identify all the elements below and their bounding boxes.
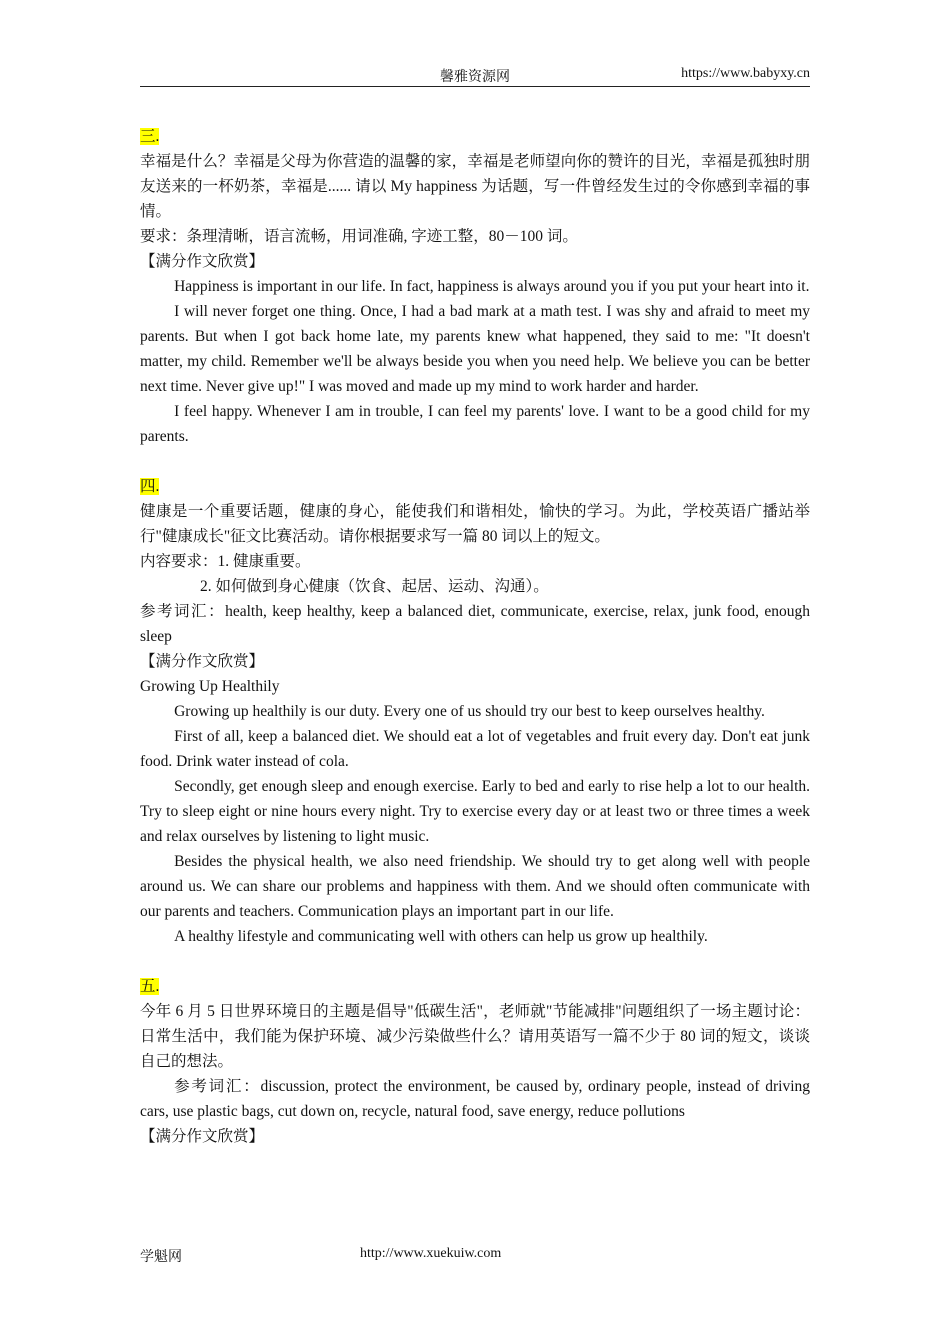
section-label: 五.: [140, 978, 160, 995]
section-prompt: 幸福是什么？幸福是父母为你营造的温馨的家，幸福是老师望向你的赞许的目光，幸福是孤独时朋友送来的一杯奶茶，幸福是...... 请以 My happiness 为话题，写一件曾经发生过的令你感到幸福的事情。: [140, 153, 810, 220]
header-site-name: 馨雅资源网: [440, 70, 510, 85]
essay-paragraph: A healthy lifestyle and communicating well with others can help us grow up healthily.: [174, 928, 708, 945]
section-requirement: 要求：条理清晰，语言流畅，用词准确, 字迹工整，80－100 词。: [140, 228, 578, 245]
essay-heading: 【满分作文欣赏】: [140, 253, 265, 270]
essay-paragraph: Growing up healthily is our duty. Every one of us should try our best to keep ourselves healthy.: [174, 703, 765, 720]
essay-paragraph: Besides the physical health, we also need friendship. We should try to get along well with people around us. We can share our problems and happiness with them. And we should often communicate with our parents and teachers. Communication plays an important part in our life.: [140, 853, 810, 920]
section-label: 三.: [140, 128, 160, 145]
section-vocab: 参考词汇：health, keep healthy, keep a balanced diet, communicate, exercise, relax, junk food, enough sleep: [140, 603, 810, 645]
section-requirement: 2. 如何做到身心健康（饮食、起居、运动、沟通）。: [200, 578, 549, 595]
essay-paragraph: I will never forget one thing. Once, I had a bad mark at a math test. I was shy and afraid to meet my parents. But when I got back home late, my parents knew what happened, they said to me: "It doesn't matter, my child. Remember we'll be always beside you when you need help. We believe you can be better next time. Never give up!" I was moved and made up my mind to work harder and harder.: [140, 303, 810, 395]
section-label: 四.: [140, 478, 160, 495]
essay-paragraph: I feel happy. Whenever I am in trouble, I can feel my parents' love. I want to be a good child for my parents.: [140, 403, 810, 445]
page-header: [140, 66, 810, 87]
essay-title: Growing Up Healthily: [140, 678, 280, 695]
essay-heading: 【满分作文欣赏】: [140, 653, 265, 670]
essay-paragraph: First of all, keep a balanced diet. We should eat a lot of vegetables and fruit every day. Don't eat junk food. Drink water instead of cola.: [140, 728, 810, 770]
section-requirement: 内容要求：1. 健康重要。: [140, 553, 311, 570]
section-prompt: 今年 6 月 5 日世界环境日的主题是倡导"低碳生活"，老师就"节能减排"问题组织了一场主题讨论：日常生活中，我们能为保护环境、减少污染做些什么？请用英语写一篇不少于 80 词的短文，谈谈自己的想法。: [140, 1003, 810, 1070]
footer-url[interactable]: http://www.xuekuiw.com: [360, 1246, 502, 1261]
footer-site-name: 学魁网: [140, 1250, 182, 1265]
section-vocab: 参考词汇：discussion, protect the environment, be caused by, ordinary people, instead of driving cars, use plastic bags, cut down on, recycle, natural food, save energy, reduce pollutions: [140, 1078, 810, 1120]
document-body: [140, 124, 810, 1149]
essay-heading: 【满分作文欣赏】: [140, 1128, 265, 1145]
section-prompt: 健康是一个重要话题，健康的身心，能使我们和谐相处，愉快的学习。为此，学校英语广播站举行"健康成长"征文比赛活动。请你根据要求写一篇 80 词以上的短文。: [140, 503, 810, 545]
essay-paragraph: Secondly, get enough sleep and enough exercise. Early to bed and early to rise help a lot to our health. Try to sleep eight or nine hours every night. Try to exercise every day or at least two or three times a week and relax ourselves by listening to light music.: [140, 778, 810, 845]
header-site-url[interactable]: https://www.babyxy.cn: [681, 66, 810, 81]
essay-paragraph: Happiness is important in our life. In fact, happiness is always around you if you put your heart into it.: [174, 278, 810, 295]
